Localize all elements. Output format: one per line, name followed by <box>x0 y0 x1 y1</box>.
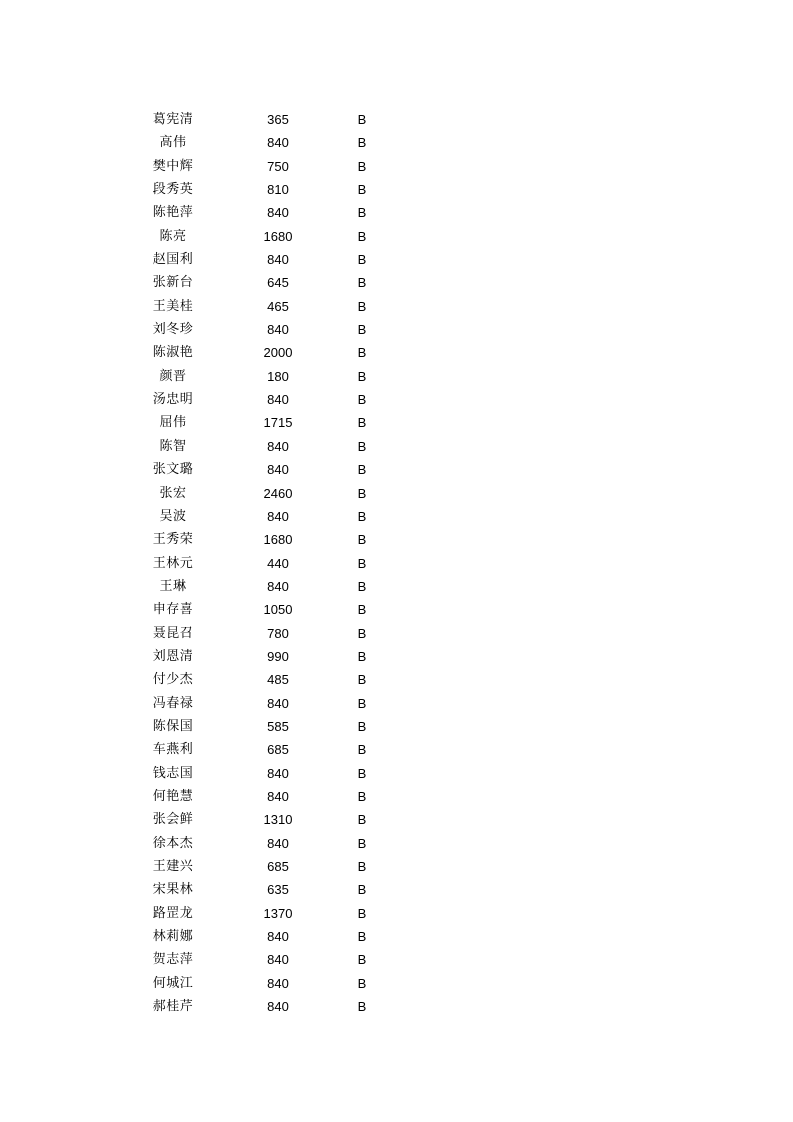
grade-cell: B <box>357 835 367 851</box>
name-cell: 张新台 <box>152 275 194 291</box>
grade-cell: B <box>357 532 367 548</box>
name-cell: 聂昆召 <box>152 625 194 641</box>
amount-cell: 840 <box>267 929 289 945</box>
amount-cell: 840 <box>267 205 289 221</box>
grade-cell: B <box>357 462 367 478</box>
name-cell: 王林元 <box>152 555 194 571</box>
grade-cell: B <box>357 859 367 874</box>
grade-cell: B <box>357 555 367 571</box>
table-row <box>0 925 793 948</box>
amount-cell: 685 <box>267 742 289 758</box>
table-row <box>0 972 793 995</box>
table-row <box>0 271 793 294</box>
amount-cell: 840 <box>267 695 289 711</box>
grade-cell: B <box>357 602 367 618</box>
table-row <box>0 365 793 388</box>
table-row <box>0 598 793 621</box>
amount-cell: 840 <box>267 765 289 781</box>
grade-cell: B <box>357 275 367 291</box>
table-row <box>0 341 793 364</box>
amount-cell: 440 <box>267 555 289 571</box>
table-row <box>0 388 793 411</box>
name-cell: 王建兴 <box>152 859 194 874</box>
table-row <box>0 552 793 575</box>
name-cell: 王美桂 <box>152 298 194 314</box>
grade-cell: B <box>357 788 367 804</box>
table-row <box>0 878 793 901</box>
name-cell: 郝桂芹 <box>152 999 194 1015</box>
grade-cell: B <box>357 298 367 314</box>
table-row <box>0 808 793 831</box>
grade-cell: B <box>357 485 367 501</box>
name-cell: 葛宪清 <box>152 112 194 127</box>
name-cell: 陈保国 <box>152 718 194 734</box>
amount-cell: 1680 <box>263 532 293 548</box>
grade-cell: B <box>357 672 367 688</box>
grade-cell: B <box>357 812 367 828</box>
amount-cell: 465 <box>267 298 289 314</box>
name-cell: 付少杰 <box>152 672 194 688</box>
table-row <box>0 645 793 668</box>
amount-cell: 840 <box>267 135 289 151</box>
amount-cell: 1050 <box>263 602 293 618</box>
grade-cell: B <box>357 975 367 991</box>
name-cell: 张会鲜 <box>152 812 194 828</box>
grade-cell: B <box>357 415 367 431</box>
name-cell: 何艳慧 <box>152 788 194 804</box>
name-cell: 陈淑艳 <box>152 345 194 361</box>
amount-cell: 840 <box>267 835 289 851</box>
table-row <box>0 715 793 738</box>
name-cell: 王琳 <box>159 578 187 594</box>
grade-cell: B <box>357 999 367 1015</box>
table-row <box>0 131 793 154</box>
amount-cell: 1310 <box>263 812 293 828</box>
table-row <box>0 318 793 341</box>
table-row <box>0 622 793 645</box>
name-cell: 张文璐 <box>152 462 194 478</box>
grade-cell: B <box>357 112 367 127</box>
table-row <box>0 948 793 971</box>
name-cell: 车燕利 <box>152 742 194 758</box>
name-cell: 申存喜 <box>152 602 194 618</box>
name-cell: 王秀荣 <box>152 532 194 548</box>
grade-cell: B <box>357 648 367 664</box>
amount-cell: 840 <box>267 322 289 338</box>
name-cell: 钱志国 <box>152 765 194 781</box>
grade-cell: B <box>357 228 367 244</box>
name-cell: 屈伟 <box>159 415 187 431</box>
name-cell: 刘恩清 <box>152 648 194 664</box>
amount-cell: 810 <box>267 182 289 198</box>
table-row <box>0 458 793 481</box>
grade-cell: B <box>357 508 367 524</box>
name-cell: 吴波 <box>159 508 187 524</box>
amount-cell: 840 <box>267 392 289 408</box>
grade-cell: B <box>357 929 367 945</box>
name-cell: 陈亮 <box>159 228 187 244</box>
amount-cell: 685 <box>267 859 289 874</box>
name-cell: 贺志萍 <box>152 952 194 968</box>
amount-cell: 840 <box>267 462 289 478</box>
amount-cell: 780 <box>267 625 289 641</box>
grade-cell: B <box>357 205 367 221</box>
grade-cell: B <box>357 695 367 711</box>
amount-cell: 1715 <box>263 415 293 431</box>
amount-cell: 990 <box>267 648 289 664</box>
table-row <box>0 668 793 691</box>
amount-cell: 840 <box>267 975 289 991</box>
grade-cell: B <box>357 368 367 384</box>
grade-cell: B <box>357 882 367 898</box>
name-cell: 何城江 <box>152 975 194 991</box>
name-cell: 樊中辉 <box>152 158 194 174</box>
grade-cell: B <box>357 952 367 968</box>
grade-cell: B <box>357 322 367 338</box>
grade-cell: B <box>357 742 367 758</box>
amount-cell: 840 <box>267 999 289 1015</box>
name-cell: 宋果林 <box>152 882 194 898</box>
name-cell: 刘冬珍 <box>152 322 194 338</box>
amount-cell: 750 <box>267 158 289 174</box>
table-row <box>0 855 793 878</box>
table-row <box>0 528 793 551</box>
name-cell: 冯春禄 <box>152 695 194 711</box>
name-cell: 张宏 <box>159 485 187 501</box>
data-table <box>0 108 793 1018</box>
amount-cell: 645 <box>267 275 289 291</box>
name-cell: 徐本杰 <box>152 835 194 851</box>
table-row <box>0 902 793 925</box>
amount-cell: 2000 <box>263 345 293 361</box>
table-row <box>0 575 793 598</box>
name-cell: 汤忠明 <box>152 392 194 408</box>
table-row <box>0 201 793 224</box>
grade-cell: B <box>357 182 367 198</box>
grade-cell: B <box>357 578 367 594</box>
amount-cell: 585 <box>267 718 289 734</box>
amount-cell: 365 <box>267 112 289 127</box>
table-row <box>0 762 793 785</box>
grade-cell: B <box>357 135 367 151</box>
grade-cell: B <box>357 438 367 454</box>
table-row <box>0 785 793 808</box>
table-row <box>0 411 793 434</box>
amount-cell: 485 <box>267 672 289 688</box>
table-row <box>0 692 793 715</box>
table-row <box>0 738 793 761</box>
table-row <box>0 108 793 131</box>
amount-cell: 840 <box>267 788 289 804</box>
table-row <box>0 178 793 201</box>
table-row <box>0 482 793 505</box>
amount-cell: 1370 <box>263 905 293 921</box>
table-row <box>0 435 793 458</box>
table-row <box>0 995 793 1018</box>
amount-cell: 840 <box>267 508 289 524</box>
grade-cell: B <box>357 158 367 174</box>
amount-cell: 840 <box>267 578 289 594</box>
name-cell: 陈艳萍 <box>152 205 194 221</box>
table-row <box>0 155 793 178</box>
grade-cell: B <box>357 345 367 361</box>
amount-cell: 2460 <box>263 485 293 501</box>
grade-cell: B <box>357 905 367 921</box>
grade-cell: B <box>357 252 367 268</box>
name-cell: 颜晋 <box>159 368 187 384</box>
table-row <box>0 832 793 855</box>
amount-cell: 840 <box>267 252 289 268</box>
amount-cell: 635 <box>267 882 289 898</box>
name-cell: 高伟 <box>159 135 187 151</box>
name-cell: 陈智 <box>159 438 187 454</box>
grade-cell: B <box>357 765 367 781</box>
grade-cell: B <box>357 625 367 641</box>
name-cell: 路罡龙 <box>152 905 194 921</box>
table-row <box>0 295 793 318</box>
amount-cell: 840 <box>267 952 289 968</box>
name-cell: 段秀英 <box>152 182 194 198</box>
name-cell: 林莉娜 <box>152 929 194 945</box>
amount-cell: 840 <box>267 438 289 454</box>
table-row <box>0 225 793 248</box>
name-cell: 赵国利 <box>152 252 194 268</box>
amount-cell: 180 <box>267 368 289 384</box>
grade-cell: B <box>357 392 367 408</box>
table-row <box>0 505 793 528</box>
grade-cell: B <box>357 718 367 734</box>
table-row <box>0 248 793 271</box>
amount-cell: 1680 <box>263 228 293 244</box>
